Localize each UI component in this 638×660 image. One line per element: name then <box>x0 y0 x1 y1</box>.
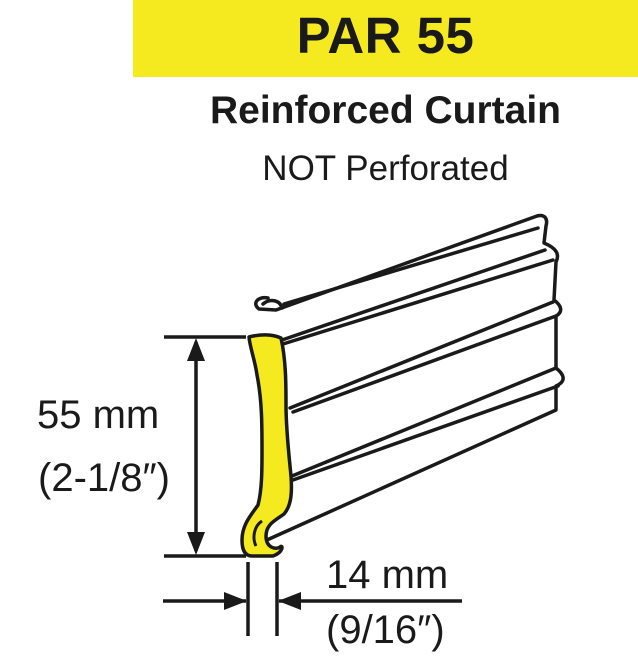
slat-cross-section <box>242 335 291 556</box>
thickness-metric-label: 14 mm <box>326 553 449 597</box>
height-dimension <box>164 337 246 556</box>
thickness-imperial-label: (9/16″) <box>326 608 445 652</box>
slat-panel <box>256 216 563 544</box>
height-arrow-bottom <box>187 532 205 555</box>
thickness-arrow-left <box>224 592 247 610</box>
height-arrow-top <box>187 338 205 361</box>
perforation-note: NOT Perforated <box>262 149 509 188</box>
product-subtitle: Reinforced Curtain <box>209 89 562 132</box>
height-imperial-label: (2-1/8″) <box>38 456 170 500</box>
thickness-arrow-right <box>278 592 301 610</box>
height-metric-label: 55 mm <box>37 393 160 437</box>
product-code: PAR 55 <box>296 7 475 64</box>
